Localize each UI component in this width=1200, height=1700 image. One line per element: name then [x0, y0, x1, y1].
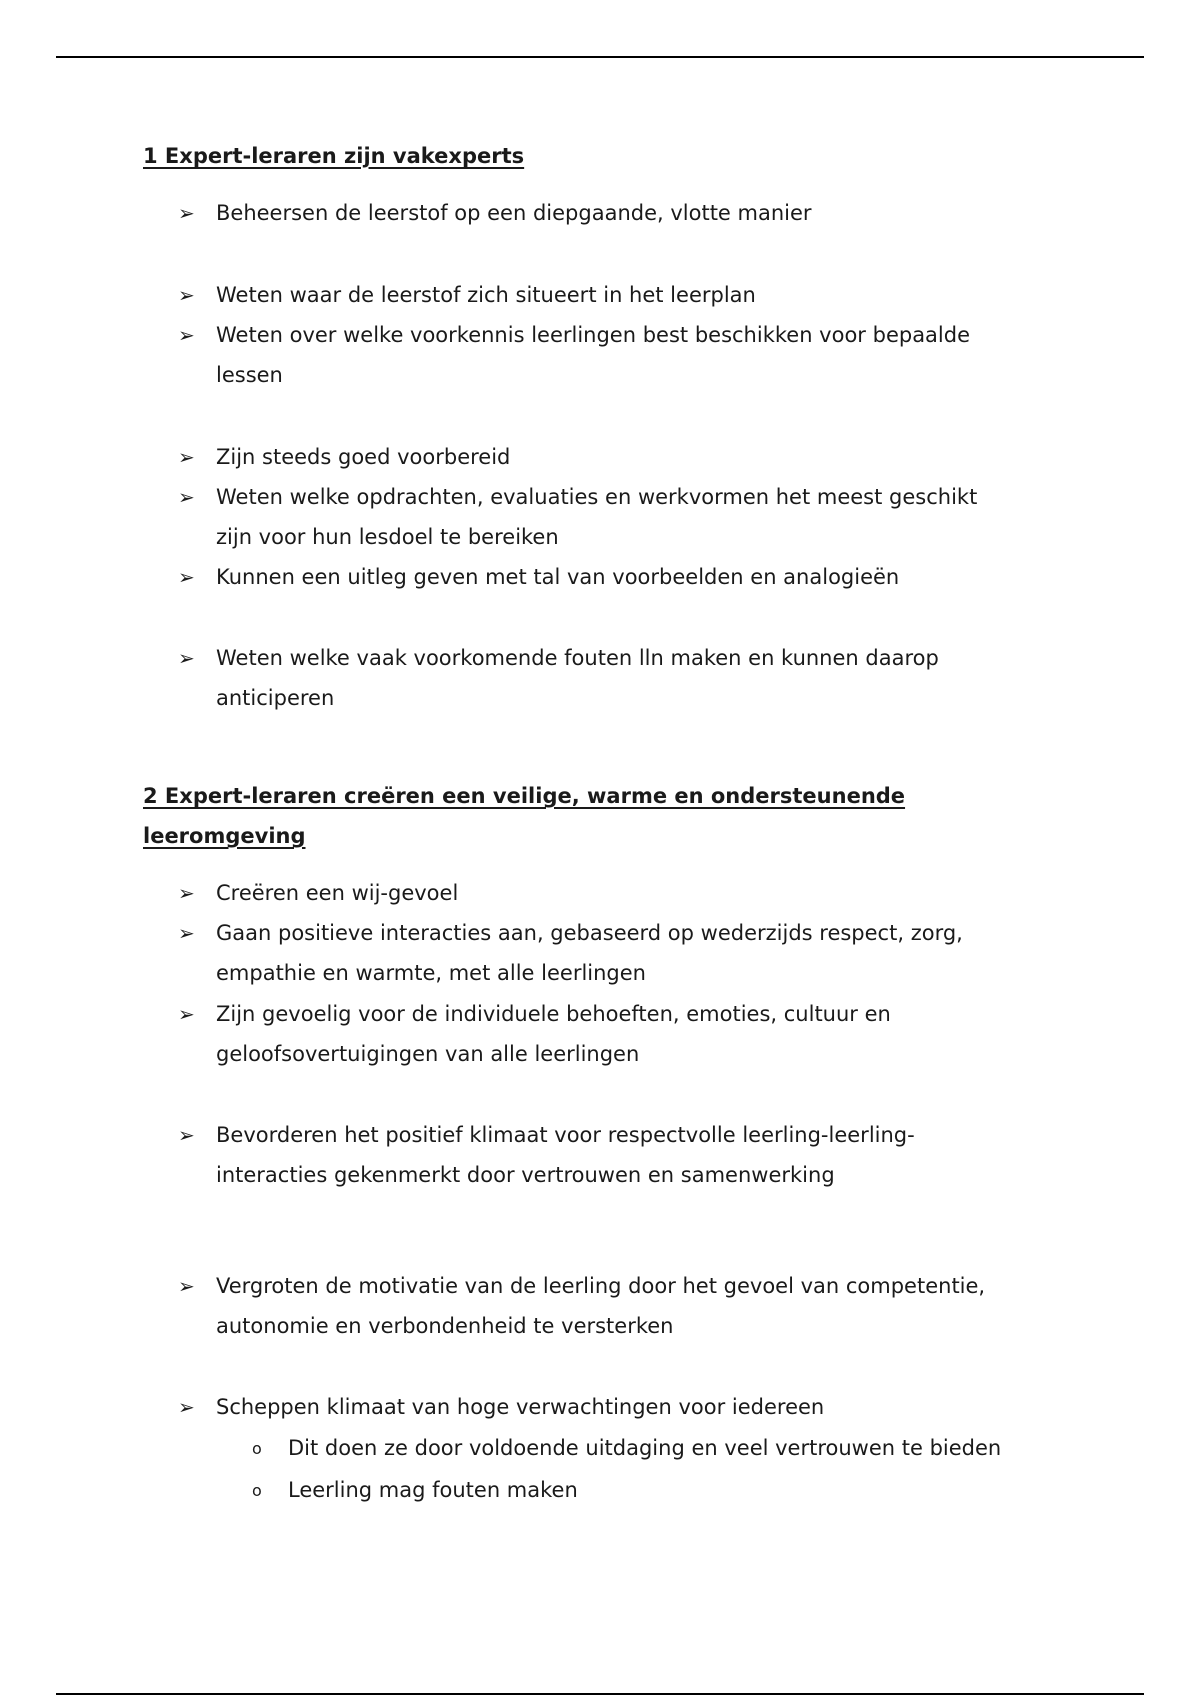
list-item: ➢ Zijn steeds goed voorbereid — [178, 437, 1058, 477]
header-rule — [56, 56, 1144, 58]
sub-list-item: o Leerling mag fouten maken — [252, 1470, 1072, 1510]
footer-rule — [56, 1693, 1144, 1695]
list-item: ➢ Scheppen klimaat van hoge verwachtingen voor iedereen — [178, 1387, 1058, 1427]
list-item: ➢ Vergroten de motivatie van de leerling door het gevoel van competentie, autonomie en verbondenheid te versterken — [178, 1266, 1058, 1346]
arrowhead-bullet-icon: ➢ — [178, 1274, 195, 1298]
section-1-heading: 1 Expert-leraren zijn vakexperts — [143, 144, 525, 168]
arrowhead-bullet-icon: ➢ — [178, 323, 195, 347]
arrowhead-bullet-icon: ➢ — [178, 201, 195, 225]
arrowhead-bullet-icon: ➢ — [178, 881, 195, 905]
list-item: ➢ Weten welke vaak voorkomende fouten lln maken en kunnen daarop anticiperen — [178, 638, 1058, 718]
arrowhead-bullet-icon: ➢ — [178, 1123, 195, 1147]
hollow-circle-bullet-icon: o — [252, 1481, 262, 1500]
arrowhead-bullet-icon: ➢ — [178, 445, 195, 469]
list-item: ➢ Weten waar de leerstof zich situeert in het leerplan — [178, 275, 1058, 315]
list-item: ➢ Beheersen de leerstof op een diepgaande, vlotte manier — [178, 193, 1058, 233]
list-item: ➢ Weten over welke voorkennis leerlingen best beschikken voor bepaalde lessen — [178, 315, 1058, 395]
arrowhead-bullet-icon: ➢ — [178, 485, 195, 509]
arrowhead-bullet-icon: ➢ — [178, 1395, 195, 1419]
arrowhead-bullet-icon: ➢ — [178, 646, 195, 670]
arrowhead-bullet-icon: ➢ — [178, 565, 195, 589]
list-item: ➢ Gaan positieve interacties aan, gebaseerd op wederzijds respect, zorg, empathie en warmte, met alle leerlingen — [178, 913, 1058, 993]
list-item: ➢ Creëren een wij-gevoel — [178, 873, 1058, 913]
list-item: ➢ Zijn gevoelig voor de individuele behoeften, emoties, cultuur en geloofsovertuigingen van alle leerlingen — [178, 994, 1058, 1074]
section-2-heading: 2 Expert-leraren creëren een veilige, warme en ondersteunende leeromgeving — [143, 784, 906, 848]
sub-list-item: o Dit doen ze door voldoende uitdaging en veel vertrouwen te bieden — [252, 1428, 1072, 1468]
hollow-circle-bullet-icon: o — [252, 1439, 262, 1458]
arrowhead-bullet-icon: ➢ — [178, 921, 195, 945]
arrowhead-bullet-icon: ➢ — [178, 283, 195, 307]
list-item: ➢ Kunnen een uitleg geven met tal van voorbeelden en analogieën — [178, 557, 1058, 597]
arrowhead-bullet-icon: ➢ — [178, 1002, 195, 1026]
list-item: ➢ Weten welke opdrachten, evaluaties en werkvormen het meest geschikt zijn voor hun lesdoel te bereiken — [178, 477, 1058, 557]
list-item: ➢ Bevorderen het positief klimaat voor respectvolle leerling-leerling- interacties gekenmerkt door vertrouwen en samenwerking — [178, 1115, 1058, 1195]
